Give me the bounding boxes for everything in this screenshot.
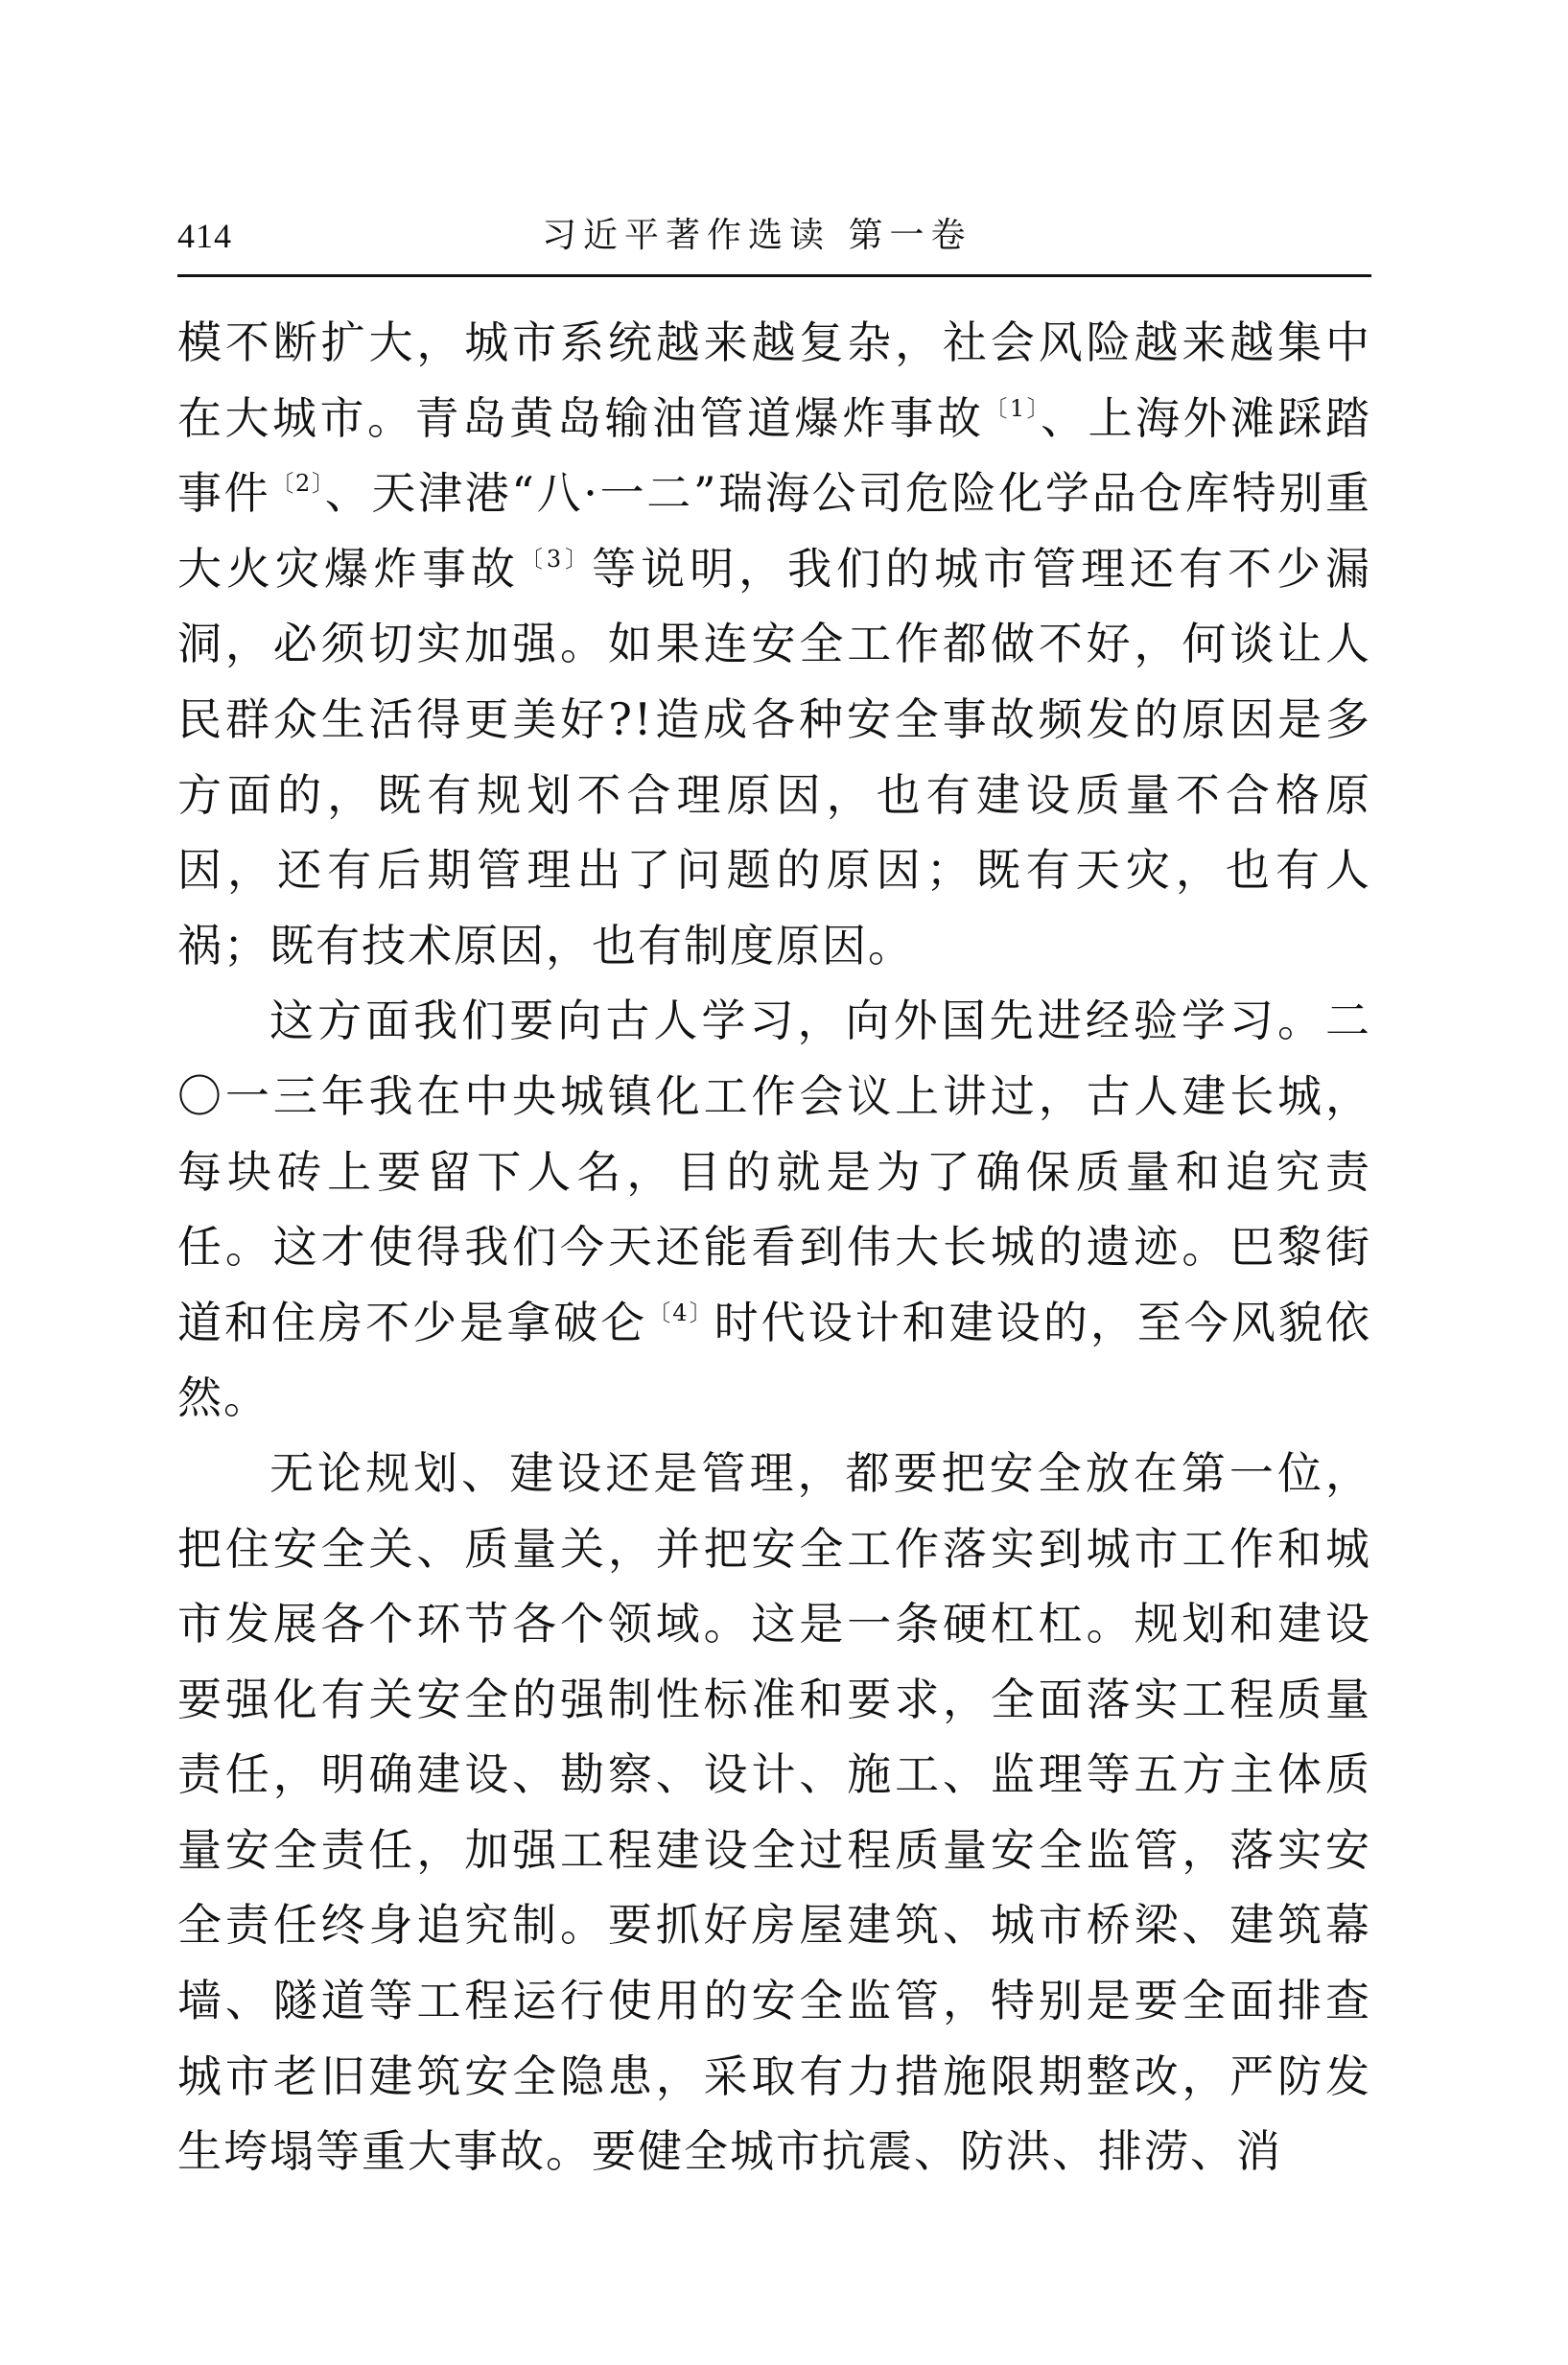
text-run: 模不断扩大，城市系统越来越复杂，社会风险越来越集中在大城市。青岛黄岛输油管道爆炸事故 <box>177 316 1371 444</box>
footnote-marker: 〔2〕 <box>270 470 325 498</box>
footnote-marker: 〔3〕 <box>519 545 593 573</box>
paragraph <box>177 983 1371 1436</box>
page-number: 414 <box>177 217 232 255</box>
text-run: 无论规划、建设还是管理，都要把安全放在第一位，把住安全关、质量关，并把安全工作落实到城市工作和城市发展各个环节各个领域。这是一条硬杠杠。规划和建设要强化有关安全的强制性标准和要求，全面落实工程质量责任，明确建设、勘察、设计、施工、监理等五方主体质量安全责任，加强工程建设全过程质量安全监管，落实安全责任终身追究制。要抓好房屋建筑、城市桥梁、建筑幕墙、隧道等工程运行使用的安全监管，特别是要全面排查城市老旧建筑安全隐患，采取有力措施限期整改，严防发生垮塌等重大事故。要健全城市抗震、防洪、排涝、消 <box>177 1446 1371 2178</box>
text-run: 等说明，我们的城市管理还有不少漏洞，必须切实加强。如果连安全工作都做不好，何谈让人民群众生活得更美好?!造成各种安全事故频发的原因是多方面的，既有规划不合理原因，也有建设质量不合格原因，还有后期管理出了问题的原因；既有天灾，也有人祸；既有技术原因，也有制度原因。 <box>177 542 1372 972</box>
footnote-marker: 〔1〕 <box>984 394 1041 422</box>
paragraph <box>177 1436 1371 2189</box>
text-run: 这方面我们要向古人学习，向外国先进经验学习。二〇一三年我在中央城镇化工作会议上讲过，古人建长城，每块砖上要留下人名，目的就是为了确保质量和追究责任。这才使得我们今天还能看到伟大长城的遗迹。巴黎街道和住房不少是拿破仑 <box>177 995 1371 1348</box>
footnote-marker: 〔4〕 <box>647 1299 714 1326</box>
text-run: 、天津港“八·一二”瑞海公司危险化学品仓库特别重大火灾爆炸事故 <box>177 467 1372 595</box>
text-run: 、上海外滩踩踏事件 <box>177 391 1372 520</box>
running-title: 习近平著作选读 第一卷 <box>542 216 972 255</box>
body-text <box>177 305 1371 2189</box>
text-run: 时代设计和建设的，至今风貌依然。 <box>177 1296 1372 1424</box>
header-rule <box>177 274 1371 277</box>
paragraph <box>177 305 1371 983</box>
page-header <box>177 207 1371 265</box>
